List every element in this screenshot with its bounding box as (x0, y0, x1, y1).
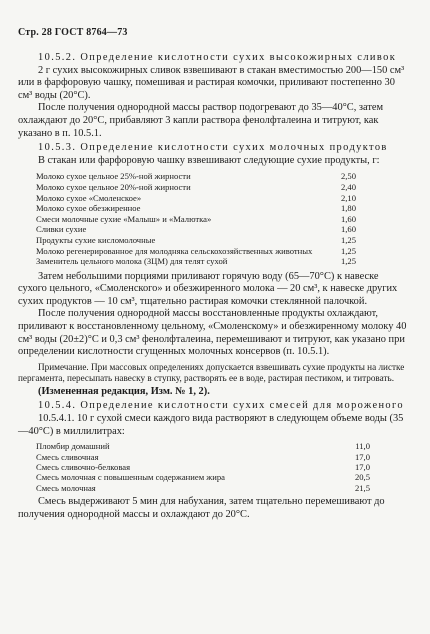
water-volume: 21,5 (354, 482, 370, 493)
product-name: Молоко сухое «Смоленское» (36, 192, 142, 203)
table-row (36, 483, 370, 493)
table-row (36, 235, 356, 246)
mix-name: Смесь сливочная (36, 451, 99, 462)
table-row (36, 246, 356, 257)
water-volume: 17,0 (354, 462, 370, 473)
table-row (36, 193, 356, 204)
table-row (36, 256, 356, 267)
mix-name: Смесь молочная с повышенным содержанием жира (36, 472, 225, 483)
product-mass: 1,25 (340, 234, 356, 245)
water-volume: 17,0 (354, 451, 370, 462)
water-volume: 11,0 (355, 441, 370, 452)
product-mass: 1,80 (340, 203, 356, 214)
product-name: Заменитель цельного молока (ЗЦМ) для телят сухой (36, 256, 228, 267)
product-mass: 1,25 (340, 256, 356, 267)
water-volume: 20,5 (354, 472, 370, 483)
product-mass: 2,10 (340, 192, 356, 203)
product-name: Смеси молочные сухие «Малыш» и «Малютка» (36, 213, 212, 224)
paragraph: После получения однородной массы восстановленные продукты охлаждают, приливают к восстановленному цельному, «Смоленскому» и обезжиренному молоку 40 см³ воды (20±2)°С и 0,3 см³ фенолфталеина, перемешивают и титруют, как указано при определении кислотности сгущенных молочных консервов (п. 10.5.1). (18, 308, 407, 358)
product-name: Сливки сухие (36, 224, 87, 235)
mix-name: Смесь молочная (36, 482, 96, 493)
table-row (36, 171, 356, 182)
section-title-10-5-2: 10.5.2. Определение кислотности сухих высокожирных сливок (38, 52, 397, 63)
product-mass: 1,25 (340, 245, 356, 256)
paragraph: 2 г сухих высокожирных сливок взвешивают в стакан вместимостью 200—150 см³ или в фарфоровую чашку, помешивая и растирая комочки, приливают постепенно 30 см³ воды (20°С). (18, 64, 405, 101)
product-name: Молоко сухое цельное 25%-ной жирности (36, 171, 191, 182)
table-row (36, 441, 370, 451)
note: Примечание. При массовых определениях допускается взвешивать сухие продукты на листке пергамента, пересыпать навеску в ступку, растворять ее в воде, растирая пестиком, и титровать. (18, 361, 405, 383)
section-title-10-5-3: 10.5.3. Определение кислотности сухих молочных продуктов (38, 142, 388, 154)
table-row (36, 214, 356, 225)
product-mass: 2,40 (340, 181, 356, 192)
paragraph: В стакан или фарфоровую чашку взвешивают следующие сухие продукты, г: (38, 154, 380, 166)
table-row (36, 472, 370, 482)
paragraph: 10.5.4.1. 10 г сухой смеси каждого вида растворяют в следующем объеме воды (35—40°С) в миллилитрах: (18, 413, 404, 437)
water-volume-table (36, 441, 370, 493)
section-title-10-5-4: 10.5.4. Определение кислотности сухих смесей для мороженого (38, 400, 405, 412)
table-row (36, 452, 370, 462)
product-name: Молоко регенерированное для молодняка сельскохозяйственных животных (36, 245, 313, 256)
product-mass: 2,50 (340, 171, 356, 182)
table-row (36, 462, 370, 472)
product-mass: 1,60 (340, 224, 356, 235)
paragraph: Затем небольшими порциями приливают горячую воду (65—70°С) к навеске сухого цельного, «Смоленского» и обезжиренного молока — 20 см³, к навеске других сухих продуктов — 10 см³, тщательно растирая комочки стеклянной палочкой. (18, 270, 398, 307)
page-header: Стр. 28 ГОСТ 8764—73 (18, 27, 128, 38)
mix-name: Пломбир домашний (36, 441, 110, 452)
table-row (36, 182, 356, 193)
product-mass: 1,60 (340, 213, 356, 224)
paragraph: Смесь выдерживают 5 мин для набухания, затем тщательно перемешивают до получения однородной массы и охлаждают до 20°С. (18, 496, 385, 520)
product-name: Молоко сухое обезжиренное (36, 203, 141, 214)
page-content (18, 52, 408, 521)
edition-note: (Измененная редакция, Изм. № 1, 2). (38, 385, 210, 397)
paragraph: После получения однородной массы раствор подогревают до 35—40°С, затем охлаждают до 20°С, прибавляют 3 капли раствора фенолфталеина и титруют, как указано в п. 10.5.1. (18, 102, 384, 139)
products-table (36, 171, 356, 266)
mix-name: Смесь сливочно-белковая (36, 462, 131, 473)
product-name: Продукты сухие кисломолочные (36, 234, 156, 245)
table-row (36, 224, 356, 235)
table-row (36, 203, 356, 214)
product-name: Молоко сухое цельное 20%-ной жирности (36, 181, 191, 192)
